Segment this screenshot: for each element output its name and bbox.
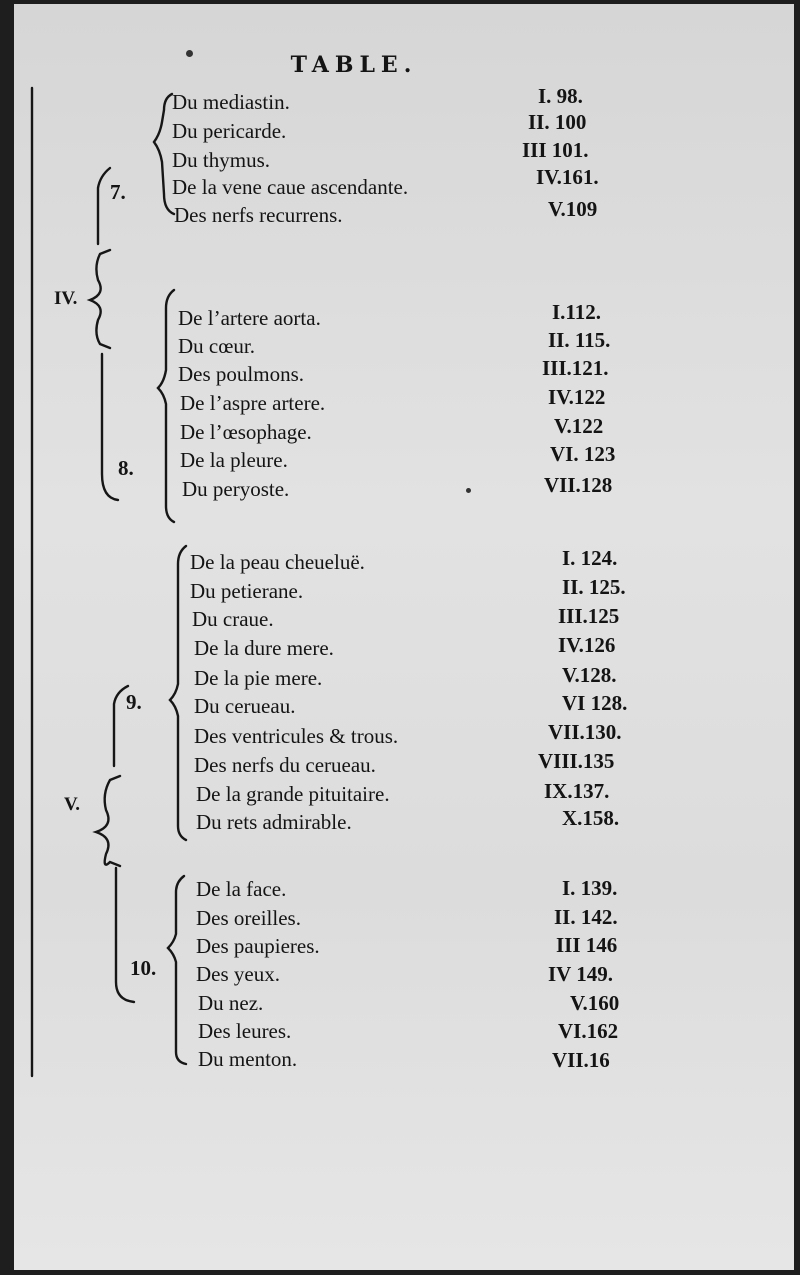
book-page — [14, 4, 794, 1270]
toc-ref: IX.137. — [544, 779, 610, 803]
toc-entry: Des nerfs recurrens. — [174, 203, 343, 227]
toc-ref: IV.122 — [548, 385, 606, 409]
toc-ref: II. 142. — [554, 905, 618, 929]
toc-ref: I. 98. — [538, 84, 583, 108]
chapter-8-bracket — [102, 354, 118, 500]
toc-entry: Des paupieres. — [196, 934, 320, 958]
toc-ref: V.122 — [554, 414, 604, 438]
toc-entry: De la dure mere. — [194, 636, 334, 660]
toc-ref: V.160 — [570, 991, 620, 1015]
part-label-v: V. — [64, 794, 81, 815]
toc-entry: De la vene caue ascendante. — [172, 175, 409, 199]
toc-ref: IV.126 — [558, 633, 616, 657]
chapter-10-bracket — [116, 868, 134, 1002]
toc-ref: III 146 — [556, 933, 618, 957]
toc-ref: III.121. — [542, 356, 609, 380]
part-iv-brace — [90, 250, 110, 348]
toc-ref: V.128. — [562, 663, 617, 687]
chapter-7-bracket — [98, 168, 110, 244]
group-8-brace — [158, 290, 174, 522]
toc-ref: II. 125. — [562, 575, 626, 599]
toc-entry: De la face. — [196, 877, 287, 901]
toc-entry: Du cœur. — [178, 334, 255, 358]
toc-entry: Du mediastin. — [172, 90, 290, 114]
toc-ref: X.158. — [562, 806, 620, 830]
toc-entry: De l’artere aorta. — [178, 306, 321, 330]
toc-ref: III.125 — [558, 604, 620, 628]
toc-ref: VI 128. — [562, 691, 628, 715]
toc-ref: VI.162 — [558, 1019, 619, 1043]
toc-ref: IV 149. — [548, 962, 613, 986]
toc-ref: VII.128 — [544, 473, 613, 497]
toc-entry: Du petierane. — [190, 579, 304, 603]
chapter-label-8: 8. — [118, 456, 134, 480]
toc-entry: Du menton. — [198, 1047, 298, 1071]
toc-ref: VII.16 — [552, 1048, 610, 1072]
toc-entry: Des oreilles. — [196, 906, 301, 930]
toc-ref: II. 100 — [528, 110, 587, 134]
toc-ref: I.112. — [552, 300, 602, 324]
chapter-label-10: 10. — [130, 956, 157, 980]
toc-ref: IV.161. — [536, 165, 599, 189]
toc-entry: De la grande pituitaire. — [196, 782, 390, 806]
toc-entry: Des poulmons. — [178, 362, 304, 386]
toc-entry: De la pie mere. — [194, 666, 323, 690]
toc-ref: VII.130. — [548, 720, 622, 744]
toc-entry: Des ventricules & trous. — [194, 724, 399, 748]
toc-entry: De la pleure. — [180, 448, 288, 472]
group-7-brace — [154, 94, 174, 214]
ink-dot — [466, 488, 471, 493]
toc-entry: De la peau cheueluë. — [190, 550, 365, 574]
toc-ref: VIII.135 — [538, 749, 615, 773]
toc-ref: VI. 123 — [550, 442, 616, 466]
toc-ref: V.109 — [548, 197, 598, 221]
toc-entry: Du nez. — [198, 991, 264, 1015]
ink-dot — [186, 50, 193, 57]
toc-entry: Des leures. — [198, 1019, 292, 1043]
toc-ref: I. 139. — [562, 876, 618, 900]
part-v-brace — [96, 776, 120, 866]
toc-ref: II. 115. — [548, 328, 611, 352]
chapter-label-9: 9. — [126, 690, 142, 714]
toc-entry: Du cerueau. — [194, 694, 296, 718]
group-10-brace — [168, 876, 186, 1064]
page-title: TABLE. — [290, 52, 418, 78]
toc-entry: Du pericarde. — [172, 119, 287, 143]
toc-entry: De l’œsophage. — [180, 420, 312, 444]
toc-ref: III 101. — [522, 138, 589, 162]
part-label-iv: IV. — [54, 288, 78, 309]
toc-entry: Des nerfs du cerueau. — [194, 753, 376, 777]
toc-entry: Du thymus. — [172, 148, 271, 172]
toc-entry: Du rets admirable. — [196, 810, 352, 834]
toc-entry: Du craue. — [192, 607, 274, 631]
toc-ref: I. 124. — [562, 546, 618, 570]
toc-entry: Des yeux. — [196, 962, 280, 986]
toc-entry: De l’aspre artere. — [180, 391, 326, 415]
toc-entry: Du peryoste. — [182, 477, 290, 501]
chapter-label-7: 7. — [110, 180, 126, 204]
group-9-brace — [170, 546, 186, 840]
